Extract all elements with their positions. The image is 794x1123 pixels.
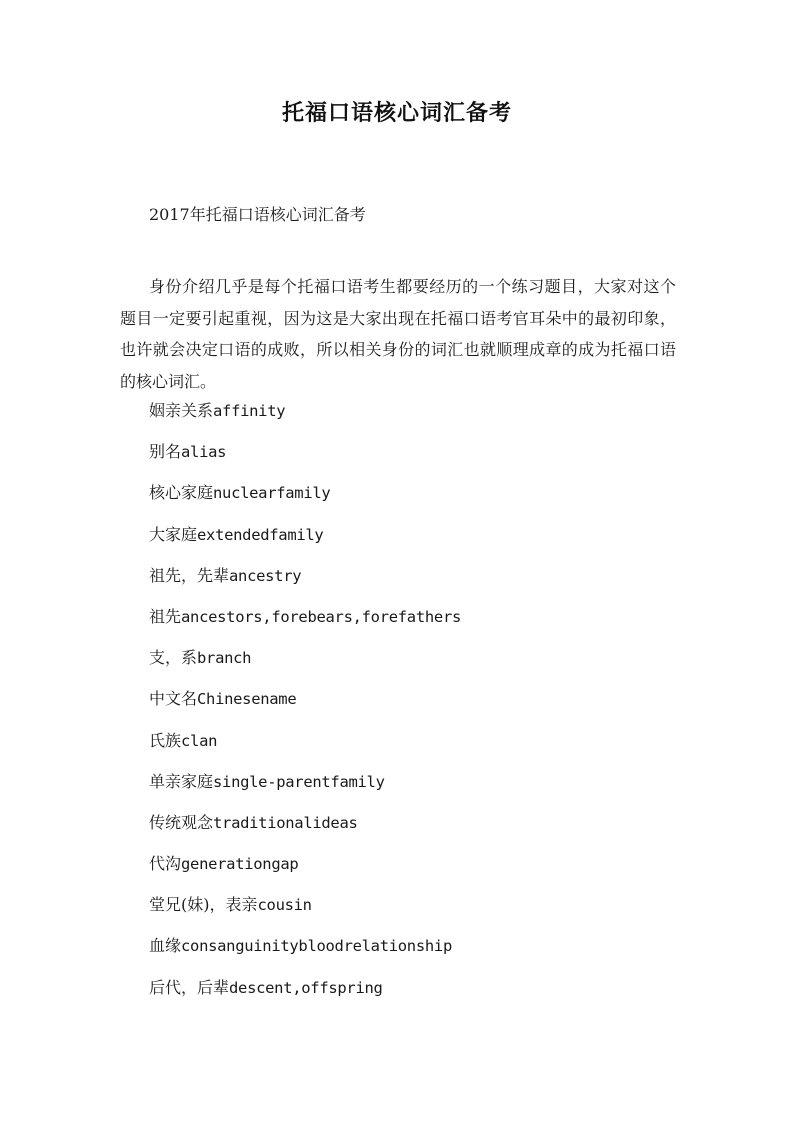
vocab-item [149,437,461,478]
vocab-item [149,890,461,931]
vocabulary-list [149,396,461,1014]
vocab-english: Chinesename [197,690,297,709]
vocab-chinese: 血缘 [149,936,182,956]
intro-paragraph: 身份介绍几乎是每个托福口语考生都要经历的一个练习题目，大家对这个题目一定要引起重视，因为这是大家出现在托福口语考官耳朵中的最初印象，也许就会决定口语的成败，所以相关身份的词汇也就顺理成章的成为托福口语的核心词汇。 [120,277,676,391]
vocab-item [149,520,461,561]
vocab-english: cousin [257,896,312,915]
vocab-item [149,808,461,849]
vocab-english: ancestry [229,566,302,585]
document-title: 托福口语核心词汇备考 [281,100,512,126]
vocab-english: single-parentfamily [213,772,385,791]
vocab-english: alias [181,443,227,462]
vocab-english: affinity [213,402,286,420]
vocab-english: generationgap [181,855,299,874]
vocab-item [149,478,461,519]
vocab-english: clan [181,731,218,750]
vocab-chinese: 中文名 [149,689,198,709]
vocab-item [149,726,461,767]
vocab-chinese: 氏族 [149,730,182,750]
vocab-item [149,973,461,1014]
vocab-english: ancestors,forebears,forefathers [181,607,462,626]
vocab-item [149,849,461,890]
vocab-chinese: 大家庭 [149,524,198,544]
vocab-chinese: 祖先 [149,606,182,626]
vocab-chinese: 姻亲关系 [149,401,214,420]
vocab-item [149,396,461,437]
vocab-chinese: 祖先，先辈 [149,565,230,585]
vocab-item [149,767,461,808]
vocab-item [149,643,461,684]
vocab-item [149,684,461,725]
vocab-item [149,931,461,972]
vocab-chinese: 后代，后辈 [149,977,230,997]
vocab-chinese: 核心家庭 [149,483,214,503]
vocab-item [149,561,461,602]
vocab-english: extendedfamily [197,525,324,544]
document-subtitle: 2017年托福口语核心词汇备考 [149,205,366,224]
vocab-english: traditionalideas [213,813,358,832]
vocab-english: consanguinitybloodrelationship [181,937,452,956]
vocab-chinese: 支，系 [149,648,198,668]
vocab-chinese: 传统观念 [149,812,214,832]
vocab-english: descent,offspring [229,978,383,997]
vocab-english: nuclearfamily [213,484,331,503]
vocab-chinese: 别名 [149,442,182,462]
vocab-chinese: 代沟 [149,854,182,874]
vocab-chinese: 堂兄(妹)，表亲 [149,895,258,915]
vocab-english: branch [197,649,252,668]
vocab-chinese: 单亲家庭 [149,771,214,791]
vocab-item [149,602,461,643]
